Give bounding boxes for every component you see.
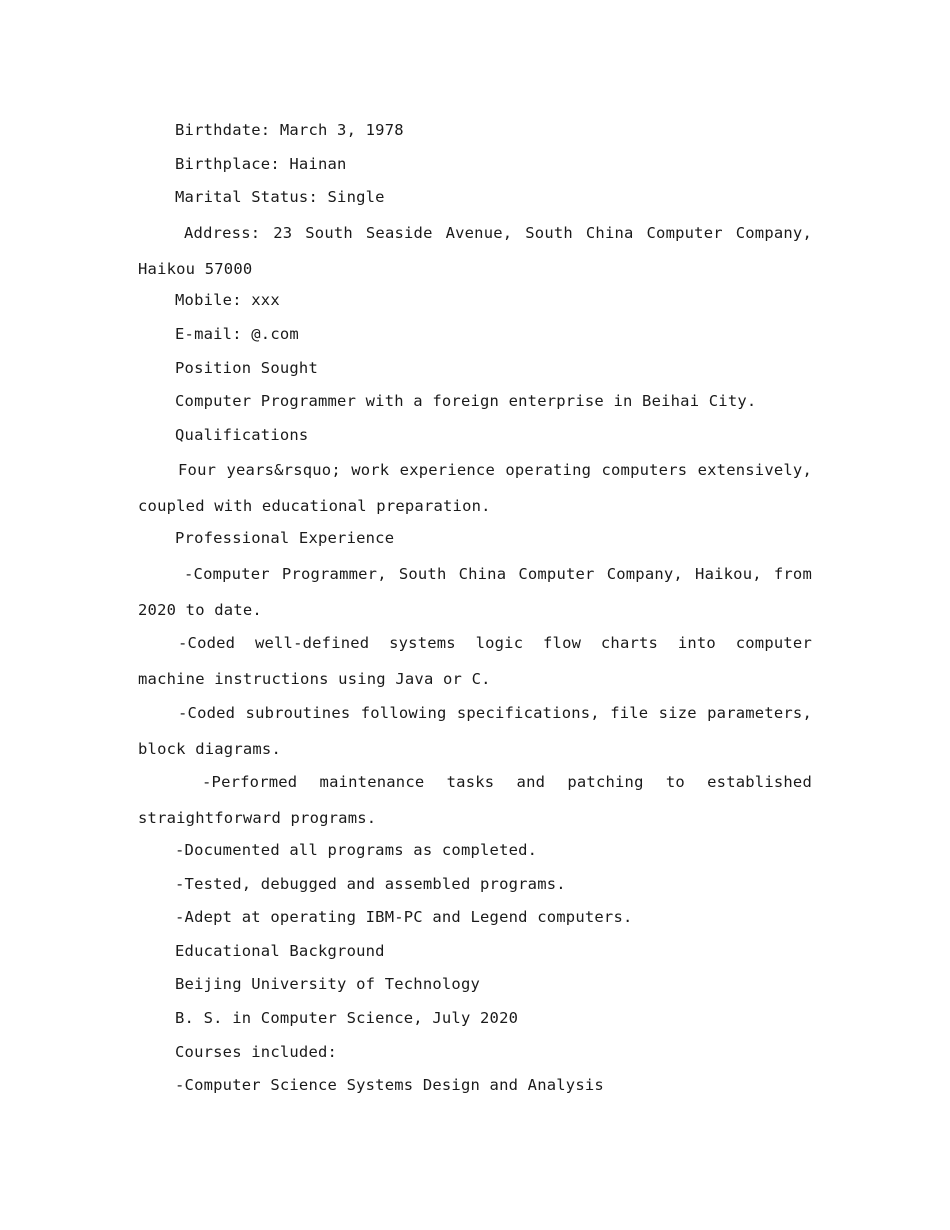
courses-heading: Courses included: (175, 1042, 338, 1061)
experience-item: -Adept at operating IBM-PC and Legend computers. (175, 908, 633, 927)
marital-status-line: Marital Status: Single (175, 188, 385, 207)
experience-item: -Coded subroutines following specifications, file size parameters, block diagrams. (138, 703, 812, 758)
birthplace-line: Birthplace: Hainan (175, 154, 347, 173)
experience-item: -Coded well-defined systems logic flow charts into computer machine instructions using Java or C. (138, 634, 812, 689)
email-line: E-mail: @.com (175, 324, 299, 343)
experience-heading: Professional Experience (175, 528, 395, 547)
position-text: Computer Programmer with a foreign enterprise in Beihai City. (175, 392, 757, 411)
qualifications-text: Four years&rsquo; work experience operating computers extensively, coupled with educational preparation. (138, 461, 812, 516)
qualifications-heading: Qualifications (175, 425, 309, 444)
experience-item: -Computer Programmer, South China Computer Company, Haikou, from 2020 to date. (138, 564, 812, 619)
experience-item: -Documented all programs as completed. (175, 841, 538, 859)
experience-item: -Performed maintenance tasks and patching to established straightforward programs. (138, 773, 812, 828)
position-heading: Position Sought (175, 358, 318, 377)
education-heading: Educational Background (175, 941, 385, 960)
address-line: Address: 23 South Seaside Avenue, South China Computer Company, Haikou 57000 (138, 223, 812, 278)
resume-content (138, 114, 812, 1103)
experience-item: -Tested, debugged and assembled programs. (175, 874, 566, 893)
university-line: Beijing University of Technology (175, 975, 481, 994)
degree-line: B. S. in Computer Science, July 2020 (175, 1008, 519, 1027)
mobile-line: Mobile: xxx (175, 291, 280, 310)
course-item: -Computer Science Systems Design and Analysis (175, 1076, 604, 1095)
birthdate-line: Birthdate: March 3, 1978 (175, 121, 404, 139)
